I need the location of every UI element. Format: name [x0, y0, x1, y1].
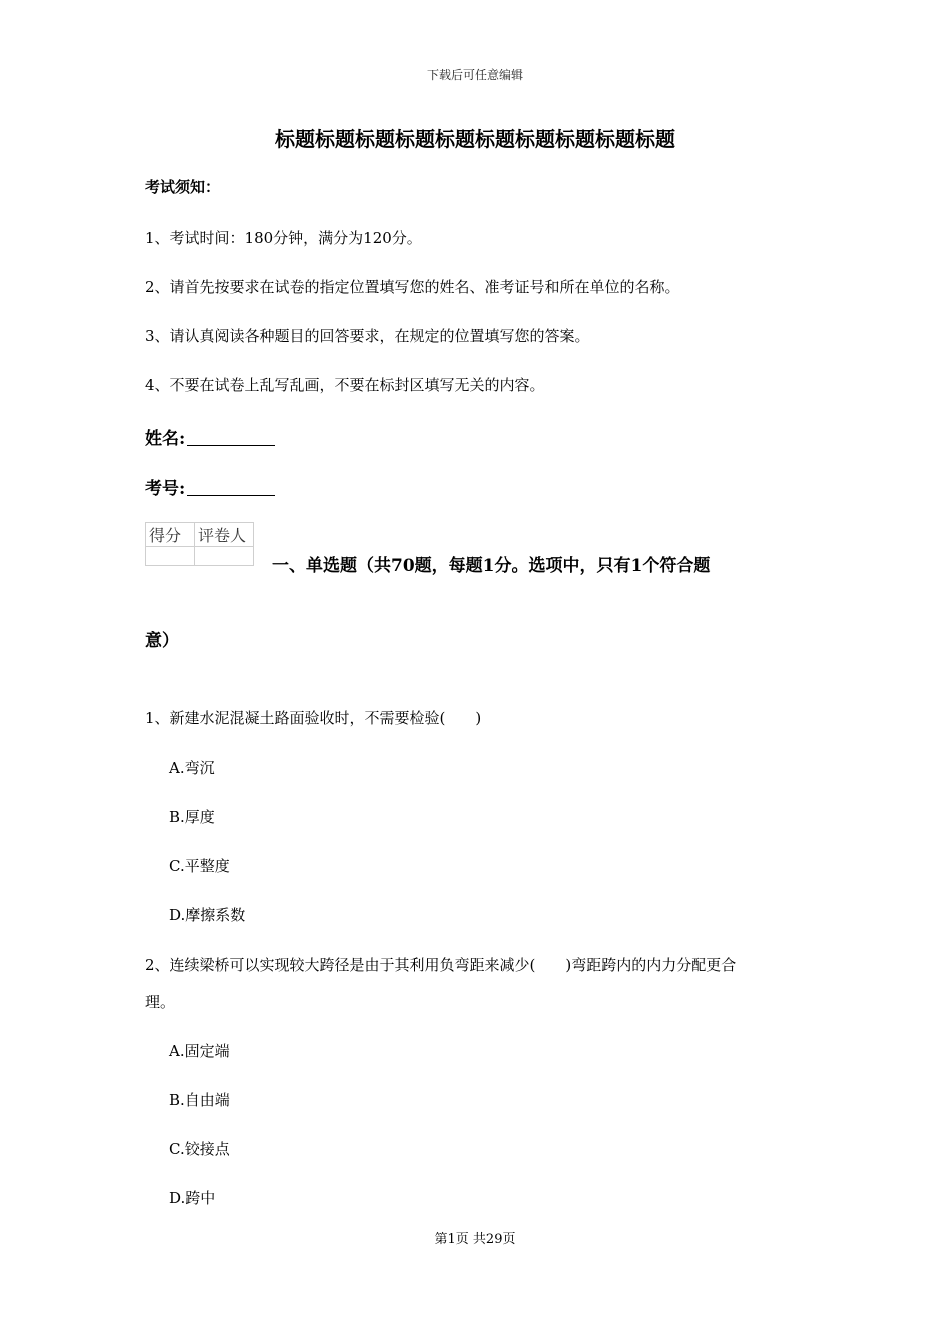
grader-cell: [195, 547, 254, 566]
page-footer: 第1页 共29页: [434, 1232, 516, 1247]
score-table: [145, 522, 254, 566]
question-option: D.摩擦系数: [169, 906, 246, 924]
notice-item: 2、请首先按要求在试卷的指定位置填写您的姓名、准考证号和所在单位的名称。: [145, 278, 680, 296]
document-title: 标题标题标题标题标题标题标题标题标题标题: [275, 127, 675, 151]
notice-item: 1、考试时间：180分钟，满分为120分。: [145, 229, 422, 247]
name-label: 姓名:: [145, 429, 186, 449]
question-stem-continued: 理。: [145, 993, 176, 1011]
question-stem: 2、连续梁桥可以实现较大跨径是由于其利用负弯距来减少( )弯距跨内的内力分配更合: [145, 956, 737, 974]
score-cell: [146, 547, 195, 566]
question-option: D.跨中: [169, 1189, 216, 1207]
section-title: 一、单选题（共70题，每题1分。选项中，只有1个符合题: [272, 556, 711, 576]
notice-heading: 考试须知：: [145, 178, 221, 196]
notice-item: 4、不要在试卷上乱写乱画，不要在标封区填写无关的内容。: [145, 376, 545, 394]
exam-number-blank-line[interactable]: [187, 479, 275, 496]
exam-number-field: [145, 474, 275, 499]
name-blank-line[interactable]: [187, 429, 275, 446]
question-option: C.铰接点: [169, 1140, 230, 1158]
notice-item: 3、请认真阅读各种题目的回答要求，在规定的位置填写您的答案。: [145, 327, 590, 345]
name-field: [145, 424, 275, 449]
question-option: A.弯沉: [169, 759, 215, 777]
grader-header: 评卷人: [195, 523, 254, 547]
section-title-continued: 意）: [145, 631, 179, 651]
exam-number-label: 考号:: [145, 479, 186, 499]
question-option: B.厚度: [169, 808, 215, 826]
question-option: C.平整度: [169, 857, 230, 875]
question-option: B.自由端: [169, 1091, 230, 1109]
question-option: A.固定端: [169, 1042, 230, 1060]
question-stem: 1、新建水泥混凝土路面验收时，不需要检验( ): [145, 709, 482, 727]
score-header: 得分: [146, 523, 195, 547]
page-header: 下载后可任意编辑: [426, 68, 523, 82]
